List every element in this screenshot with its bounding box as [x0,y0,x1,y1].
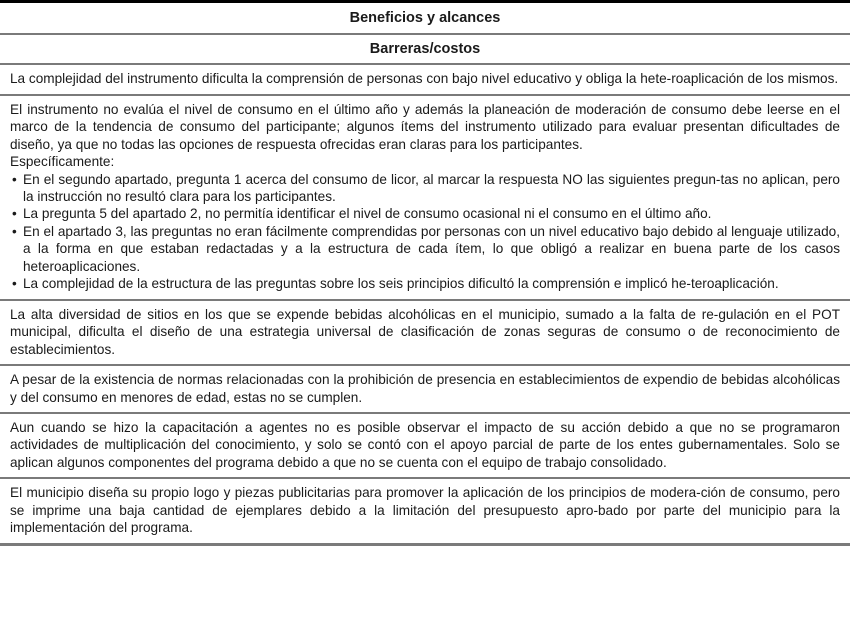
row-paragraph-specifically: Específicamente: [10,154,115,170]
row-bullet-list [10,171,840,293]
table-header-secondary-title: Barreras/costos [369,41,481,58]
table-header-primary-title: Beneficios y alcances [0,3,850,35]
table-row [0,96,850,301]
list-item: • La pregunta 5 del apartado 2, no permitía identificar el nivel de consumo ocasional ni el consumo en el último año. [10,205,840,222]
table-row [0,65,850,95]
row-paragraph: A pesar de la existencia de normas relacionadas con la prohibición de presencia en establecimientos de expendio de bebidas alcohólicas y del consumo en menores de edad, estas no se cumplen. [10,372,840,405]
list-item: • La complejidad de la estructura de las preguntas sobre los seis principios dificultó la comprensión e implicó he-teroaplicación. [10,275,840,292]
row-paragraph: El instrumento no evalúa el nivel de consumo en el último año y además la planeación de moderación de consumo debe leerse en el marco de la tendencia de consumo del participante; algunos ítems del instrumento utilizado para evaluar presentan dificultades de diseño, ya que no todas las opciones de respuesta ofrecidas eran claras para los participantes. [10,101,840,152]
row-paragraph: Aun cuando se hizo la capacitación a agentes no es posible observar el impacto de su acción debido a que no se programaron actividades de multiplicación del conocimiento, y solo se contó con el apoyo parcial de parte de los entes gubernamentales. Solo se aplican algunos componentes del programa debido a que no se cuenta con el equipo de trabajo consolidado. [10,419,840,470]
row-paragraph: La complejidad del instrumento dificulta la comprensión de personas con bajo nivel educativo y obliga la hete-roaplicación de los mismos. [10,71,839,87]
table-header [0,3,850,65]
table-row [0,414,850,479]
list-item: • En el segundo apartado, pregunta 1 acerca del consumo de licor, al marcar la respuesta NO las siguientes pregun-tas no aplican, pero la instrucción no resultó clara para los participantes. [10,171,840,206]
list-item: • En el apartado 3, las preguntas no eran fácilmente comprendidas por personas con un nivel educativo bajo debido al lenguaje utilizado, a la forma en que estaban redactadas y a la estructura de cada ítem, lo que obligó a realizar en buena parte de los casos heteroaplicaciones. [10,223,840,275]
row-paragraph: La alta diversidad de sitios en los que se expende bebidas alcohólicas en el municipio, sumado a la falta de re-gulación en el POT municipal, dificulta el diseño de una estrategia universal de clasificación de zonas seguras de consumo o de reconocimiento de establecimientos. [10,306,840,357]
table-row [0,479,850,542]
table-body [0,65,850,542]
table-row [0,301,850,366]
table-row [0,366,850,414]
row-paragraph: El municipio diseña su propio logo y piezas publicitarias para promover la aplicación de los principios de modera-ción de consumo, pero se imprime una baja cantidad de ejemplares debido a la limitación del presupuesto apro-bado por parte del municipio para la implementación del programa. [10,485,840,536]
